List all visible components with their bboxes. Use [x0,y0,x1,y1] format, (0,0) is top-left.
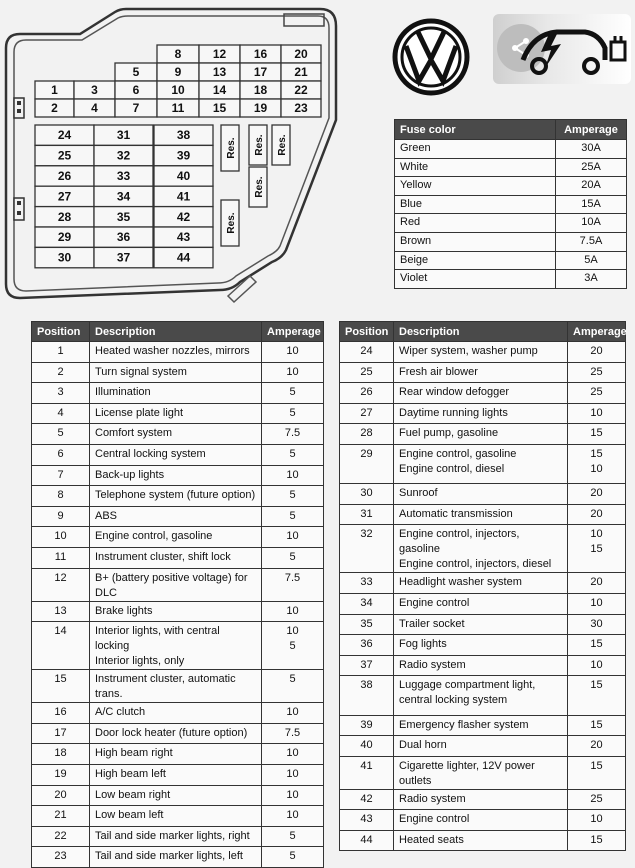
description-header: Description [394,322,568,342]
fuse-description: Engine control [394,593,568,614]
fuse-description: Instrument cluster, shift lock [90,547,262,568]
fuse-amperage: 10 [568,810,626,831]
fuse-5-label: 5 [132,65,140,79]
fuse-color-amperage: 5A [556,251,627,270]
fuse-amperage: 10 [262,806,324,827]
fuse-19-label: 19 [253,101,268,115]
left-clip-upper [14,98,24,118]
fuse-description: Comfort system [90,424,262,445]
fuse-description: Low beam right [90,785,262,806]
fuse-10-label: 10 [171,83,185,97]
fuse-position-number: 43 [340,810,394,831]
fuse-position-row [32,826,324,847]
fuse-position-row [32,568,324,601]
fuse-position-row [340,444,626,483]
fuse-position-table-right [339,321,626,851]
fuse-description: Rear window defogger [394,383,568,404]
fuse-description: Emergency flasher system [394,715,568,736]
fuse-22-label: 22 [294,83,308,97]
fuse-position-number: 7 [32,465,90,486]
fuse-position-row [340,573,626,594]
fuse-position-number: 18 [32,744,90,765]
fuse-39-label: 39 [176,148,191,163]
fuse-position-number: 5 [32,424,90,445]
fuse-description: Wiper system, washer pump [394,342,568,363]
fuse-1-label: 1 [51,83,58,97]
fuse-position-row [340,830,626,851]
fuse-position-row [32,403,324,424]
fuse-position-number: 34 [340,593,394,614]
fuse-description: Automatic transmission [394,504,568,525]
fuse-position-number: 16 [32,703,90,724]
fuse-position-number: 42 [340,789,394,810]
fuse-25-label: 25 [57,148,72,163]
fuse-position-number: 30 [340,484,394,505]
fuse-description: Tail and side marker lights, right [90,826,262,847]
fuse-position-number: 26 [340,383,394,404]
fuse-position-row [340,424,626,445]
fuse-position-row [32,847,324,868]
fuse-description: Central locking system [90,444,262,465]
fuse-9-label: 9 [174,65,182,79]
fuse-position-row [340,484,626,505]
fuse-31-label: 31 [116,128,131,143]
fuse-amperage: 10 [568,655,626,676]
fuse-13-label: 13 [212,65,227,79]
fuse-position-number: 40 [340,736,394,757]
fuse-description: Interior lights, with central locking Interior lights, only [90,622,262,670]
fuse-position-number: 27 [340,403,394,424]
fuse-position-row [340,715,626,736]
fuse-position-number: 9 [32,506,90,527]
fuse-position-row [32,764,324,785]
fuse-amperage: 20 [568,736,626,757]
fuse-description: ABS [90,506,262,527]
fuse-26-label: 26 [57,169,72,183]
fuse-description: Sunroof [394,484,568,505]
fuse-position-number: 4 [32,403,90,424]
fuse-description: High beam left [90,764,262,785]
fuse-position-row [340,635,626,656]
fuse-44-label: 44 [176,250,191,265]
left-clip-lower [14,198,24,220]
fuse-amperage: 10 [262,703,324,724]
fuse-15-label: 15 [212,101,227,115]
fuse-color-name: Yellow [395,177,556,196]
fuse-amperage: 15 [568,715,626,736]
fuse-43-label: 43 [176,230,191,245]
fuse-amperage: 20 [568,504,626,525]
fuse-position-number: 38 [340,676,394,715]
fuse-37-label: 37 [116,250,131,265]
fuse-amperage: 10 [262,342,324,363]
fuse-description: License plate light [90,403,262,424]
fuse-description: Engine control, injectors, gasoline Engine control, injectors, diesel [394,525,568,573]
fuse-position-number: 20 [32,785,90,806]
fuse-description: Dual horn [394,736,568,757]
fuse-position-row [340,504,626,525]
fuse-position-number: 10 [32,527,90,548]
fuse-amperage: 7.5 [262,424,324,445]
position-header-row [340,322,626,342]
fuse-amperage: 5 [262,506,324,527]
fuse-amperage: 10 5 [262,622,324,670]
fuse-color-name: White [395,158,556,177]
fuse-position-number: 29 [340,444,394,483]
fuse-color-amperage: 10A [556,214,627,233]
fuse-29-label: 29 [57,230,72,245]
fuse-amperage: 10 [262,465,324,486]
fuse-amperage: 5 [262,486,324,507]
fuse-description: Fresh air blower [394,362,568,383]
fuse-position-number: 1 [32,342,90,363]
fuse-amperage: 5 [262,670,324,703]
fuse-amperage: 15 [568,676,626,715]
fuse-amperage: 15 [568,830,626,851]
fuse-color-amperage: 3A [556,270,627,289]
fuse-description: Cigarette lighter, 12V power outlets [394,756,568,789]
fuse-amperage: 10 [262,362,324,383]
fuse-color-name: Beige [395,251,556,270]
fuse-40-label: 40 [176,169,191,183]
fuse-21-label: 21 [294,65,308,79]
fuse-color-header-row [395,120,627,140]
fuse-amperage: 10 [262,527,324,548]
fuse-amperage: 25 [568,362,626,383]
fuse-color-name: Brown [395,232,556,251]
fuse-30-label: 30 [57,250,72,265]
position-header: Position [340,322,394,342]
fuse-color-name: Red [395,214,556,233]
fuse-6-label: 6 [132,83,140,97]
fuse-position-number: 35 [340,614,394,635]
fuse-position-number: 32 [340,525,394,573]
fuse-amperage: 25 [568,383,626,404]
fuse-description: Low beam left [90,806,262,827]
fuse-position-number: 23 [32,847,90,868]
fuse-amperage: 7.5 [262,723,324,744]
fuse-description: Telephone system (future option) [90,486,262,507]
fuse-color-amperage: 30A [556,140,627,159]
fuse-position-row [340,736,626,757]
fuse-position-row [340,676,626,715]
fuse-color-amperage: 20A [556,177,627,196]
fuse-color-amperage: 7.5A [556,232,627,251]
fuse-color-row [395,251,627,270]
fuse-42-label: 42 [176,209,191,224]
fuse-2-label: 2 [51,101,58,115]
fuse-color-name: Blue [395,195,556,214]
fuse-position-row [340,525,626,573]
fuse-position-number: 24 [340,342,394,363]
fuse-amperage: 10 [262,785,324,806]
eco-car-icon [493,14,631,84]
fuse-amperage: 5 [262,444,324,465]
fuse-color-row [395,214,627,233]
fuse-color-row [395,140,627,159]
reserved-slot-label: Res. [226,212,237,234]
fuse-amperage: 15 [568,635,626,656]
fuse-box-diagram [0,0,345,310]
fuse-34-label: 34 [116,189,131,204]
fuse-color-row [395,158,627,177]
fuse-4-label: 4 [91,101,98,115]
fuse-description: Door lock heater (future option) [90,723,262,744]
fuse-position-row [32,527,324,548]
fuse-position-row [340,756,626,789]
fuse-description: Luggage compartment light, central locking system [394,676,568,715]
fuse-position-row [32,383,324,404]
fuse-description: Back-up lights [90,465,262,486]
fuse-amperage: 20 [568,573,626,594]
fuse-28-label: 28 [57,209,72,224]
amperage-header: Amperage [568,322,626,342]
fuse-description: Instrument cluster, automatic trans. [90,670,262,703]
fuse-38-label: 38 [176,128,191,143]
fuse-position-row [32,806,324,827]
fuse-amperage: 5 [262,826,324,847]
fuse-24-label: 24 [57,128,72,143]
fuse-position-row [340,362,626,383]
fuse-position-number: 8 [32,486,90,507]
fuse-description: Illumination [90,383,262,404]
fuse-description: Headlight washer system [394,573,568,594]
fuse-17-label: 17 [253,65,268,79]
vw-logo [392,18,470,96]
fuse-position-row [340,342,626,363]
position-header: Position [32,322,90,342]
fuse-description: A/C clutch [90,703,262,724]
fuse-position-row [32,465,324,486]
fuse-position-row [32,723,324,744]
fuse-position-number: 33 [340,573,394,594]
fuse-position-number: 2 [32,362,90,383]
fuse-color-row [395,195,627,214]
fuse-color-amperage: 25A [556,158,627,177]
fuse-position-number: 25 [340,362,394,383]
fuse-amperage: 15 [568,424,626,445]
fuse-description: Turn signal system [90,362,262,383]
fuse-position-row [32,785,324,806]
fuse-amperage: 10 [262,601,324,622]
fuse-position-number: 44 [340,830,394,851]
fuse-description: Brake lights [90,601,262,622]
fuse-23-label: 23 [294,101,308,115]
fuse-position-number: 21 [32,806,90,827]
fuse-amperage: 20 [568,342,626,363]
fuse-41-label: 41 [176,189,191,204]
fuse-description: Daytime running lights [394,403,568,424]
fuse-description: High beam right [90,744,262,765]
fuse-amperage: 10 15 [568,525,626,573]
fuse-description: Radio system [394,655,568,676]
fuse-7-label: 7 [132,101,140,115]
fuse-description: Heated seats [394,830,568,851]
fuse-color-row [395,177,627,196]
amperage-header: Amperage [556,120,627,140]
fuse-description: B+ (battery positive voltage) for DLC [90,568,262,601]
fuse-amperage: 5 [262,847,324,868]
fuse-35-label: 35 [116,209,131,224]
fuse-position-row [32,547,324,568]
fuse-14-label: 14 [212,83,227,97]
fuse-position-row [32,444,324,465]
fuse-position-row [340,655,626,676]
fuse-description: Trailer socket [394,614,568,635]
fuse-description: Radio system [394,789,568,810]
fuse-position-number: 37 [340,655,394,676]
fuse-amperage: 30 [568,614,626,635]
fuse-18-label: 18 [253,83,268,97]
fuse-description: Engine control, gasoline [90,527,262,548]
fuse-color-row [395,270,627,289]
fuse-amperage: 20 [568,484,626,505]
fuse-position-number: 14 [32,622,90,670]
fuse-position-row [32,703,324,724]
fuse-cells [35,45,321,268]
fuse-33-label: 33 [116,169,131,183]
fuse-amperage: 10 [262,764,324,785]
fuse-position-number: 15 [32,670,90,703]
fuse-amperage: 7.5 [262,568,324,601]
fuse-position-row [340,593,626,614]
fuse-position-row [32,342,324,363]
reserved-slot-label: Res. [254,134,265,156]
fuse-description: Fuel pump, gasoline [394,424,568,445]
fuse-3-label: 3 [91,83,98,97]
fuse-color-header: Fuse color [395,120,556,140]
fuse-position-number: 13 [32,601,90,622]
description-header: Description [90,322,262,342]
fuse-description: Engine control [394,810,568,831]
fuse-description: Tail and side marker lights, left [90,847,262,868]
fuse-description: Heated washer nozzles, mirrors [90,342,262,363]
fuse-color-name: Green [395,140,556,159]
reserved-slot-label: Res. [277,134,288,156]
fuse-position-row [32,601,324,622]
fuse-position-row [32,362,324,383]
fuse-position-row [32,486,324,507]
fuse-position-row [340,789,626,810]
fuse-position-number: 22 [32,826,90,847]
fuse-position-row [340,403,626,424]
fuse-position-number: 3 [32,383,90,404]
fuse-12-label: 12 [212,47,227,61]
fuse-description: Fog lights [394,635,568,656]
fuse-amperage: 10 [568,403,626,424]
fuse-27-label: 27 [57,189,72,204]
fuse-position-number: 19 [32,764,90,785]
fuse-color-name: Violet [395,270,556,289]
fuse-position-number: 41 [340,756,394,789]
fuse-position-number: 11 [32,547,90,568]
fuse-8-label: 8 [174,47,182,61]
fuse-position-row [32,506,324,527]
fuse-position-number: 39 [340,715,394,736]
reserved-slot-label: Res. [254,176,265,198]
fuse-11-label: 11 [171,101,185,115]
fuse-amperage: 15 [568,756,626,789]
position-header-row [32,322,324,342]
fuse-amperage: 15 10 [568,444,626,483]
fuse-description: Engine control, gasoline Engine control, diesel [394,444,568,483]
fuse-36-label: 36 [116,230,131,245]
fuse-color-table [394,119,627,289]
fuse-amperage: 25 [568,789,626,810]
fuse-color-row [395,232,627,251]
fuse-position-number: 31 [340,504,394,525]
fuse-position-number: 6 [32,444,90,465]
fuse-position-row [32,744,324,765]
fuse-amperage: 5 [262,403,324,424]
fuse-amperage: 5 [262,383,324,404]
fuse-amperage: 5 [262,547,324,568]
fuse-position-number: 17 [32,723,90,744]
fuse-position-number: 28 [340,424,394,445]
fuse-position-row [32,670,324,703]
fuse-position-table-left [31,321,324,868]
fuse-position-number: 12 [32,568,90,601]
fuse-position-number: 36 [340,635,394,656]
amperage-header: Amperage [262,322,324,342]
fuse-position-row [340,810,626,831]
fuse-16-label: 16 [253,47,268,61]
eco-car-badge [493,14,631,84]
fuse-amperage: 10 [568,593,626,614]
fuse-amperage: 10 [262,744,324,765]
fuse-position-row [340,383,626,404]
fuse-position-row [340,614,626,635]
fuse-20-label: 20 [294,47,308,61]
reserved-slot-label: Res. [226,137,237,159]
fuse-position-row [32,424,324,445]
fuse-32-label: 32 [116,148,131,163]
fuse-color-amperage: 15A [556,195,627,214]
fuse-position-row [32,622,324,670]
